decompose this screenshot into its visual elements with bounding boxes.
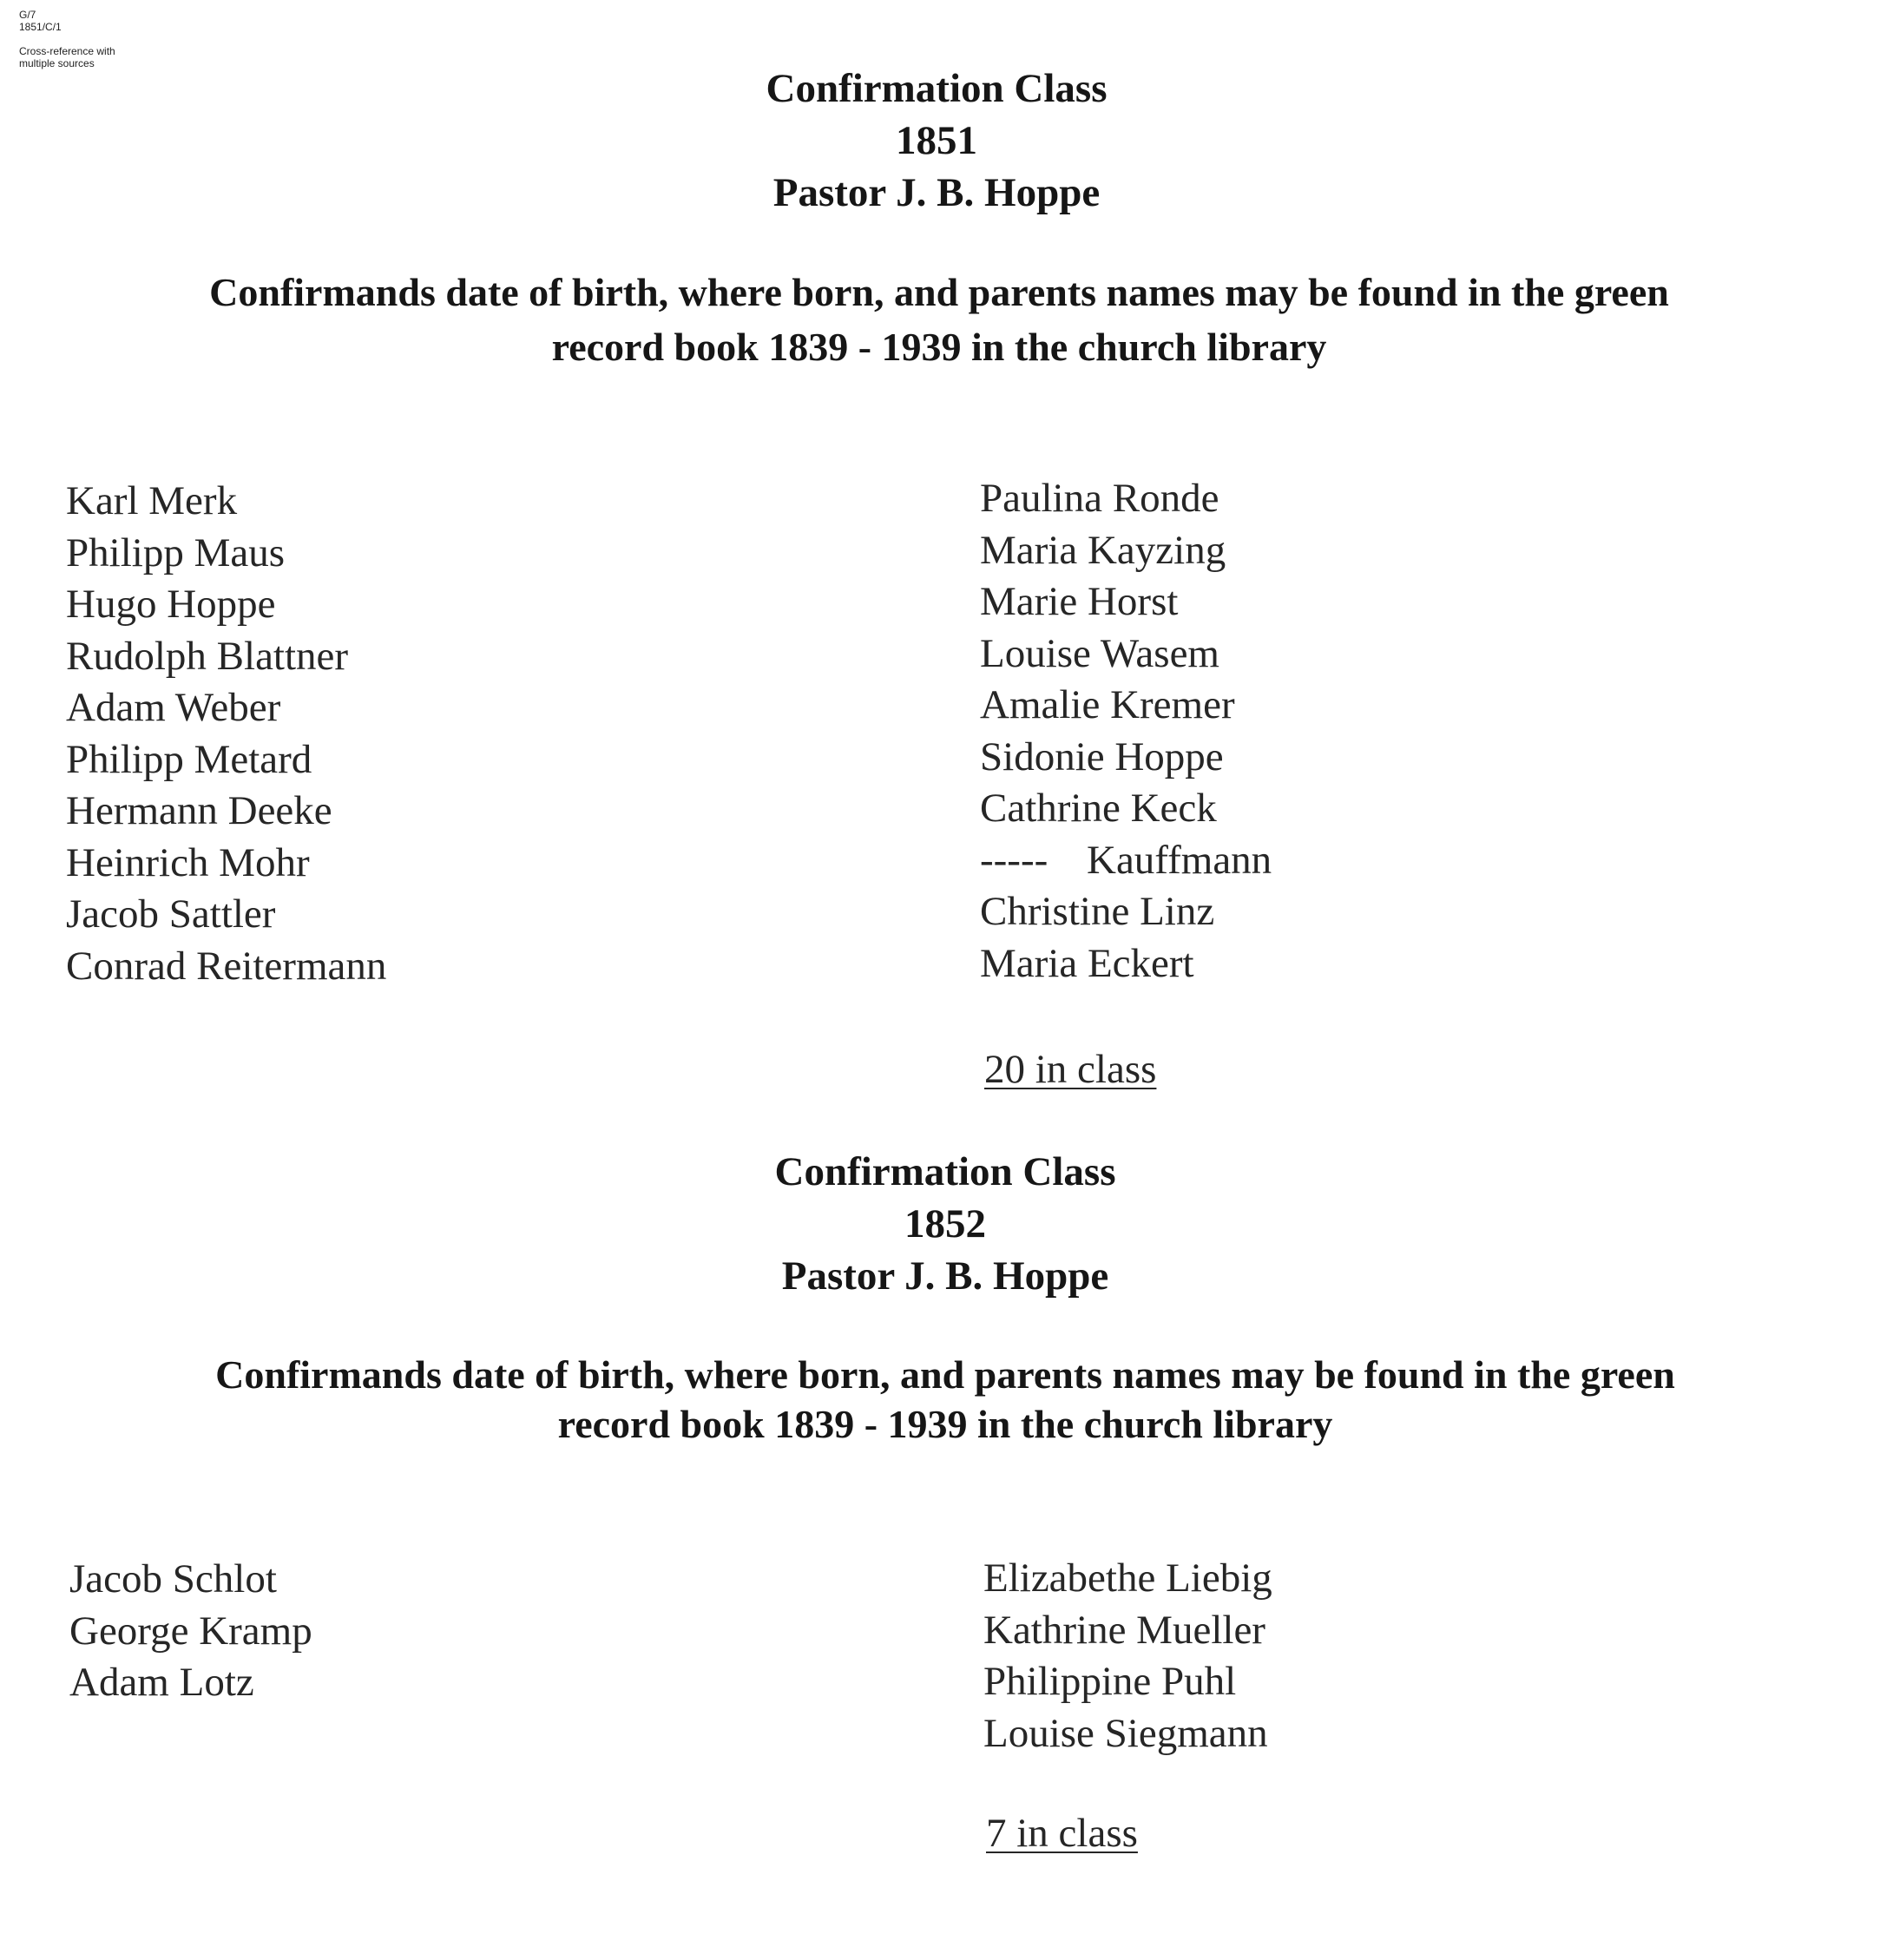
list-item: Jacob Sattler [66,891,276,937]
class-1852-heading [5,1146,1880,1302]
list-item: Conrad Reitermann [66,943,387,989]
class-title: Confirmation Class [766,66,1108,111]
list-item: Paulina Ronde [980,476,1219,521]
list-item: Hugo Hoppe [66,582,276,627]
class-1852-left-names [69,1554,312,1709]
list-item: Adam Weber [66,685,281,730]
list-item: George Kramp [69,1608,312,1654]
list-item: Louise Siegmann [983,1710,1268,1756]
list-item: Philipp Metard [66,736,312,782]
list-item: Heinrich Mohr [66,839,310,885]
list-item: Elizabethe Liebig [983,1556,1272,1601]
class-1852-right-names [983,1553,1272,1759]
list-item: Karl Merk [66,478,238,523]
list-item: Cathrine Keck [980,786,1217,831]
list-item: Rudolph Blattner [66,633,349,679]
list-item: Sidonie Hoppe [980,733,1224,779]
list-item: Maria Kayzing [980,527,1226,573]
class-1851-right-names [980,473,1272,990]
notice-line-1: Confirmands date of birth, where born, and parents names may be found in the green [209,270,1669,314]
file-reference: 1851/C/1 [19,21,62,33]
class-1852-notice [5,1350,1880,1449]
list-item: Adam Lotz [69,1660,254,1705]
list-item: Amalie Kremer [980,682,1235,727]
list-item: Marie Horst [980,579,1179,624]
class-pastor: Pastor J. B. Hoppe [781,1253,1109,1299]
list-item: Christine Linz [980,889,1215,934]
file-code: G/7 [19,9,36,21]
file-label [19,9,132,69]
list-item: Philipp Maus [66,529,286,576]
class-title: Confirmation Class [774,1149,1116,1194]
list-item: Louise Wasem [980,630,1219,676]
class-1851-left-names [66,476,386,992]
list-item: Philippine Puhl [983,1659,1237,1704]
list-item: Hermann Deeke [66,788,332,833]
list-item: Jacob Schlot [69,1556,277,1602]
list-item: Kathrine Mueller [983,1607,1265,1653]
class-pastor: Pastor J. B. Hoppe [772,170,1101,215]
list-item: Maria Eckert [980,940,1194,986]
class-year: 1851 [896,118,977,163]
notice-line-2: record book 1839 - 1939 in the church library [551,325,1327,369]
notice-line-1: Confirmands date of birth, where born, and parents names may be found in the green [215,1352,1675,1397]
unknown-given-name: ----- [980,837,1048,883]
list-item [980,835,1272,887]
class-year: 1852 [904,1201,986,1246]
file-note: Cross-reference with multiple sources [19,45,115,69]
class-1852-count: 7 in class [986,1811,1138,1856]
class-1851-heading [0,62,1877,219]
class-1851-count: 20 in class [984,1047,1157,1092]
surname: Kauffmann [1087,837,1272,883]
notice-line-2: record book 1839 - 1939 in the church library [557,1402,1333,1446]
class-1851-notice [0,265,1879,374]
